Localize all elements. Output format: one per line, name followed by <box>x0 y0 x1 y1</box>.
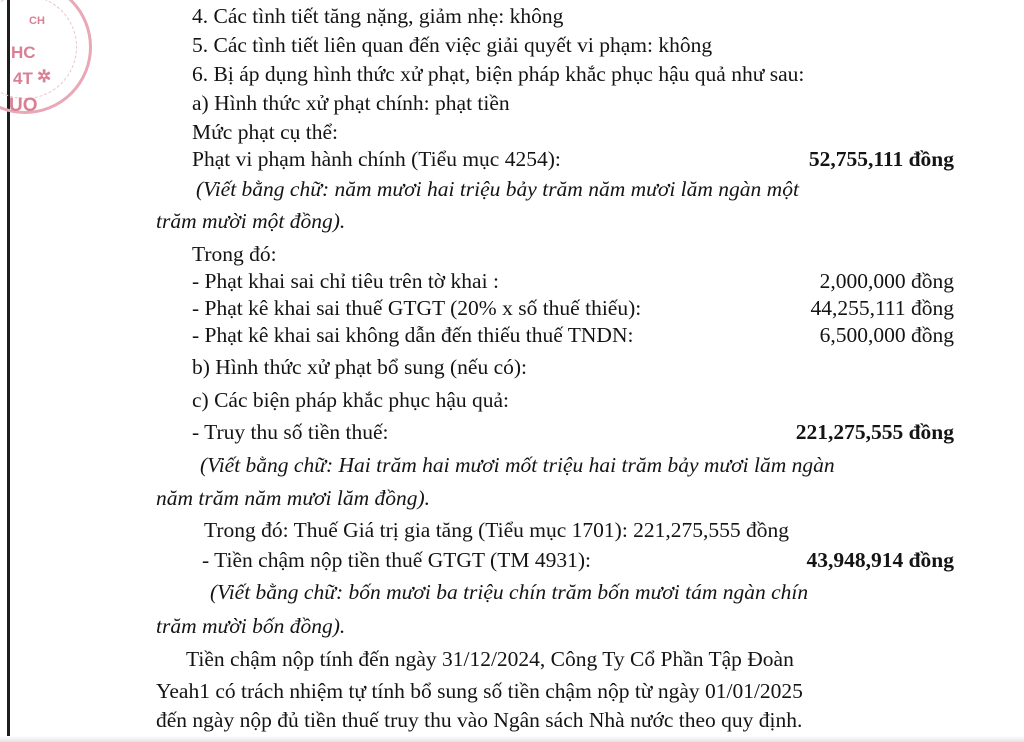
stamp-text-3: 4T <box>13 69 33 88</box>
tax-arrears-amount: 221,275,555 đồng <box>795 420 954 444</box>
tax-arrears-words-2: năm trăm năm mươi lăm đồng). <box>156 486 431 510</box>
stamp-star-icon: ✲ <box>37 67 52 86</box>
item-4-aggravating: 4. Các tình tiết tăng nặng, giảm nhẹ: không <box>192 4 564 28</box>
fine-declaration-label: - Phạt khai sai chỉ tiêu trên tờ khai : <box>192 269 499 293</box>
item-b-additional-penalty: b) Hình thức xử phạt bổ sung (nếu có): <box>192 355 527 379</box>
admin-fine-words-2: trăm mười một đồng). <box>156 209 346 233</box>
breakdown-heading: Trong đó: <box>192 242 277 266</box>
penalty-level-heading: Mức phạt cụ thể: <box>192 120 338 144</box>
item-a-main-penalty: a) Hình thức xử phạt chính: phạt tiền <box>192 91 510 115</box>
page-bottom-edge <box>0 736 1024 742</box>
item-c-remedial-measures: c) Các biện pháp khắc phục hậu quả: <box>192 388 509 412</box>
closing-paragraph-3: đến ngày nộp đủ tiền thuế truy thu vào Ngân sách Nhà nước theo quy định. <box>156 708 803 732</box>
vat-breakdown: Trong đó: Thuế Giá trị gia tăng (Tiểu mục 1701): 221,275,555 đồng <box>204 518 790 542</box>
stamp-text-1: HC <box>11 43 36 62</box>
late-payment-words-2: trăm mười bốn đồng). <box>156 614 346 638</box>
closing-paragraph-1: Tiền chậm nộp tính đến ngày 31/12/2024, Công Ty Cổ Phần Tập Đoàn <box>186 647 794 671</box>
stamp-text-4: UO <box>9 95 38 116</box>
item-6-penalties: 6. Bị áp dụng hình thức xử phạt, biện pháp khắc phục hậu quả như sau: <box>192 62 805 86</box>
late-payment-label: - Tiền chậm nộp tiền thuế GTGT (TM 4931): <box>202 548 591 572</box>
fine-vat-label: - Phạt kê khai sai thuế GTGT (20% x số thuế thiếu): <box>192 296 642 320</box>
fine-declaration-amount: 2,000,000 đồng <box>819 269 954 293</box>
fine-vat-amount: 44,255,111 đồng <box>810 296 954 320</box>
item-5-related-circumstances: 5. Các tình tiết liên quan đến việc giải quyết vi phạm: không <box>192 33 713 57</box>
tax-arrears-label: - Truy thu số tiền thuế: <box>192 420 389 444</box>
admin-fine-amount: 52,755,111 đồng <box>808 147 954 171</box>
tax-arrears-words-1: (Viết bằng chữ: Hai trăm hai mươi mốt triệu hai trăm bảy mươi lăm ngàn <box>200 453 835 477</box>
stamp-text-2: CH <box>29 15 45 27</box>
fine-cit-label: - Phạt kê khai sai không dẫn đến thiếu thuế TNDN: <box>192 323 634 347</box>
red-stamp <box>0 0 92 114</box>
admin-fine-words-1: (Viết bằng chữ: năm mươi hai triệu bảy trăm năm mươi lăm ngàn một <box>196 177 799 201</box>
fine-cit-amount: 6,500,000 đồng <box>819 323 954 347</box>
late-payment-amount: 43,948,914 đồng <box>806 548 954 572</box>
closing-paragraph-2: Yeah1 có trách nhiệm tự tính bổ sung số tiền chậm nộp từ ngày 01/01/2025 <box>156 679 803 703</box>
admin-fine-label: Phạt vi phạm hành chính (Tiểu mục 4254): <box>192 147 561 171</box>
late-payment-words-1: (Viết bằng chữ: bốn mươi ba triệu chín trăm bốn mươi tám ngàn chín <box>210 580 809 604</box>
